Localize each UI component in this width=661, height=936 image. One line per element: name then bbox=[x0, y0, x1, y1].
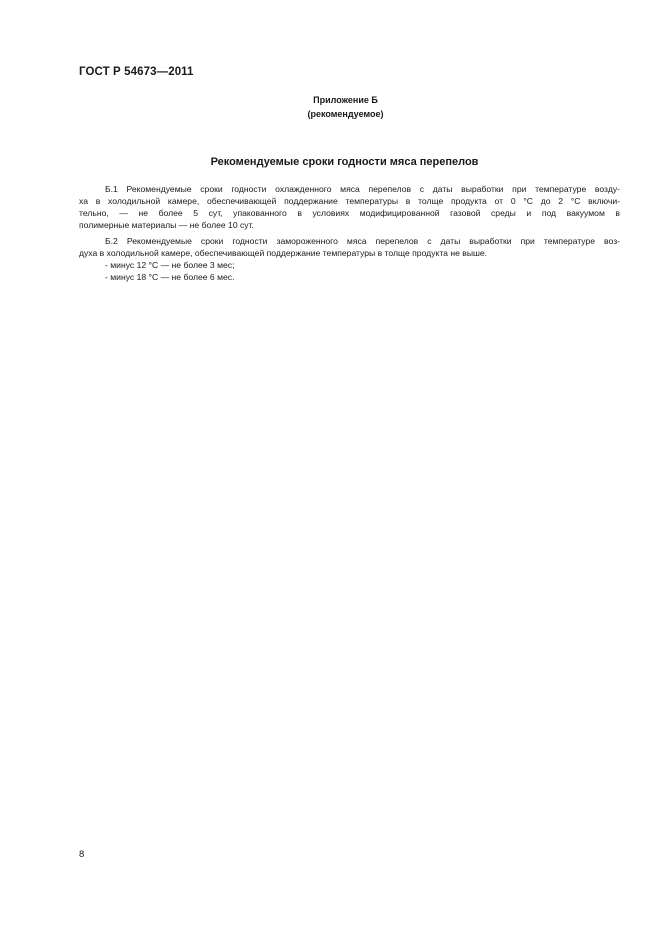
page-number: 8 bbox=[79, 849, 85, 860]
document-code: ГОСТ Р 54673—2011 bbox=[79, 66, 194, 78]
paragraph-line: духа в холодильной камере, обеспечивающей поддержание температуры в толще продукта не выше. bbox=[79, 248, 488, 258]
annex-title: Приложение Б bbox=[313, 95, 378, 105]
list-item: - минус 18 °С — не более 6 мес. bbox=[105, 272, 235, 282]
temperature-list bbox=[79, 259, 620, 283]
paragraph-b2 bbox=[79, 235, 620, 259]
section-title: Рекомендуемые сроки годности мяса перепелов bbox=[210, 156, 479, 168]
annex-status: (рекомендуемое) bbox=[307, 109, 384, 119]
paragraph-line: Б.2 Рекомендуемые сроки годности замороженного мяса перепелов с даты выработки при температуре воз- bbox=[105, 236, 620, 246]
paragraph-line: полимерные материалы — не более 10 сут. bbox=[79, 220, 254, 230]
paragraph-b1 bbox=[79, 183, 620, 231]
paragraph-line: Б.1 Рекомендуемые сроки годности охлажденного мяса перепелов с даты выработки при температуре возду- bbox=[105, 184, 620, 194]
paragraph-line: ха в холодильной камере, обеспечивающей поддержание температуры в толще продукта от 0 °С до 2 °С включи- bbox=[79, 196, 620, 206]
list-item: - минус 12 °С — не более 3 мес; bbox=[105, 260, 235, 270]
paragraph-line: тельно, — не более 5 сут, упакованного в условиях модифицированной газовой среды и под вакуумом в bbox=[79, 208, 620, 218]
